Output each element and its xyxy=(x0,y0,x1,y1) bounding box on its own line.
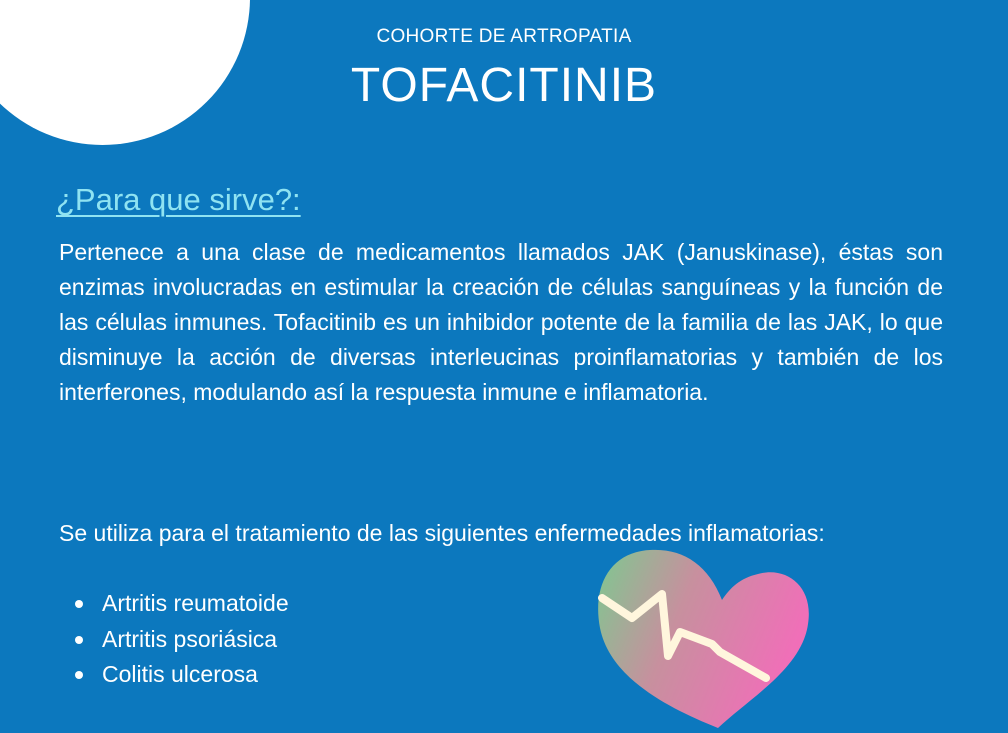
list-item xyxy=(59,657,289,693)
disease-label: Artritis psoriásica xyxy=(102,625,278,652)
disease-label: Artritis reumatoide xyxy=(102,590,289,616)
list-item xyxy=(59,586,289,622)
list-item xyxy=(59,622,289,658)
disease-label: Colitis ulcerosa xyxy=(102,661,258,687)
bullet-icon xyxy=(75,636,83,644)
usage-paragraph: Se utiliza para el tratamiento de las siguientes enfermedades inflamatorias: xyxy=(59,520,825,546)
heartbeat-heart-icon xyxy=(590,528,812,733)
description-paragraph: Pertenece a una clase de medicamentos llamados JAK (Januskinase), éstas son enzimas involucradas en estimular la creación de células sanguíneas y la función de las células inmunes. Tofacitinib es un inhibidor potente de la familia de las JAK, lo que disminuye la acción de diversas interleucinas proinflamatorias y también de los interferones, modulando así la respuesta inmune e inflamatoria. xyxy=(59,239,943,405)
page-kicker: COHORTE DE ARTROPATIA xyxy=(376,26,632,47)
bullet-icon xyxy=(75,600,83,608)
page-title: TOFACITINIB xyxy=(350,59,658,112)
section-heading: ¿Para que sirve?: xyxy=(56,182,301,217)
disease-list xyxy=(59,586,289,693)
bullet-icon xyxy=(75,671,83,679)
